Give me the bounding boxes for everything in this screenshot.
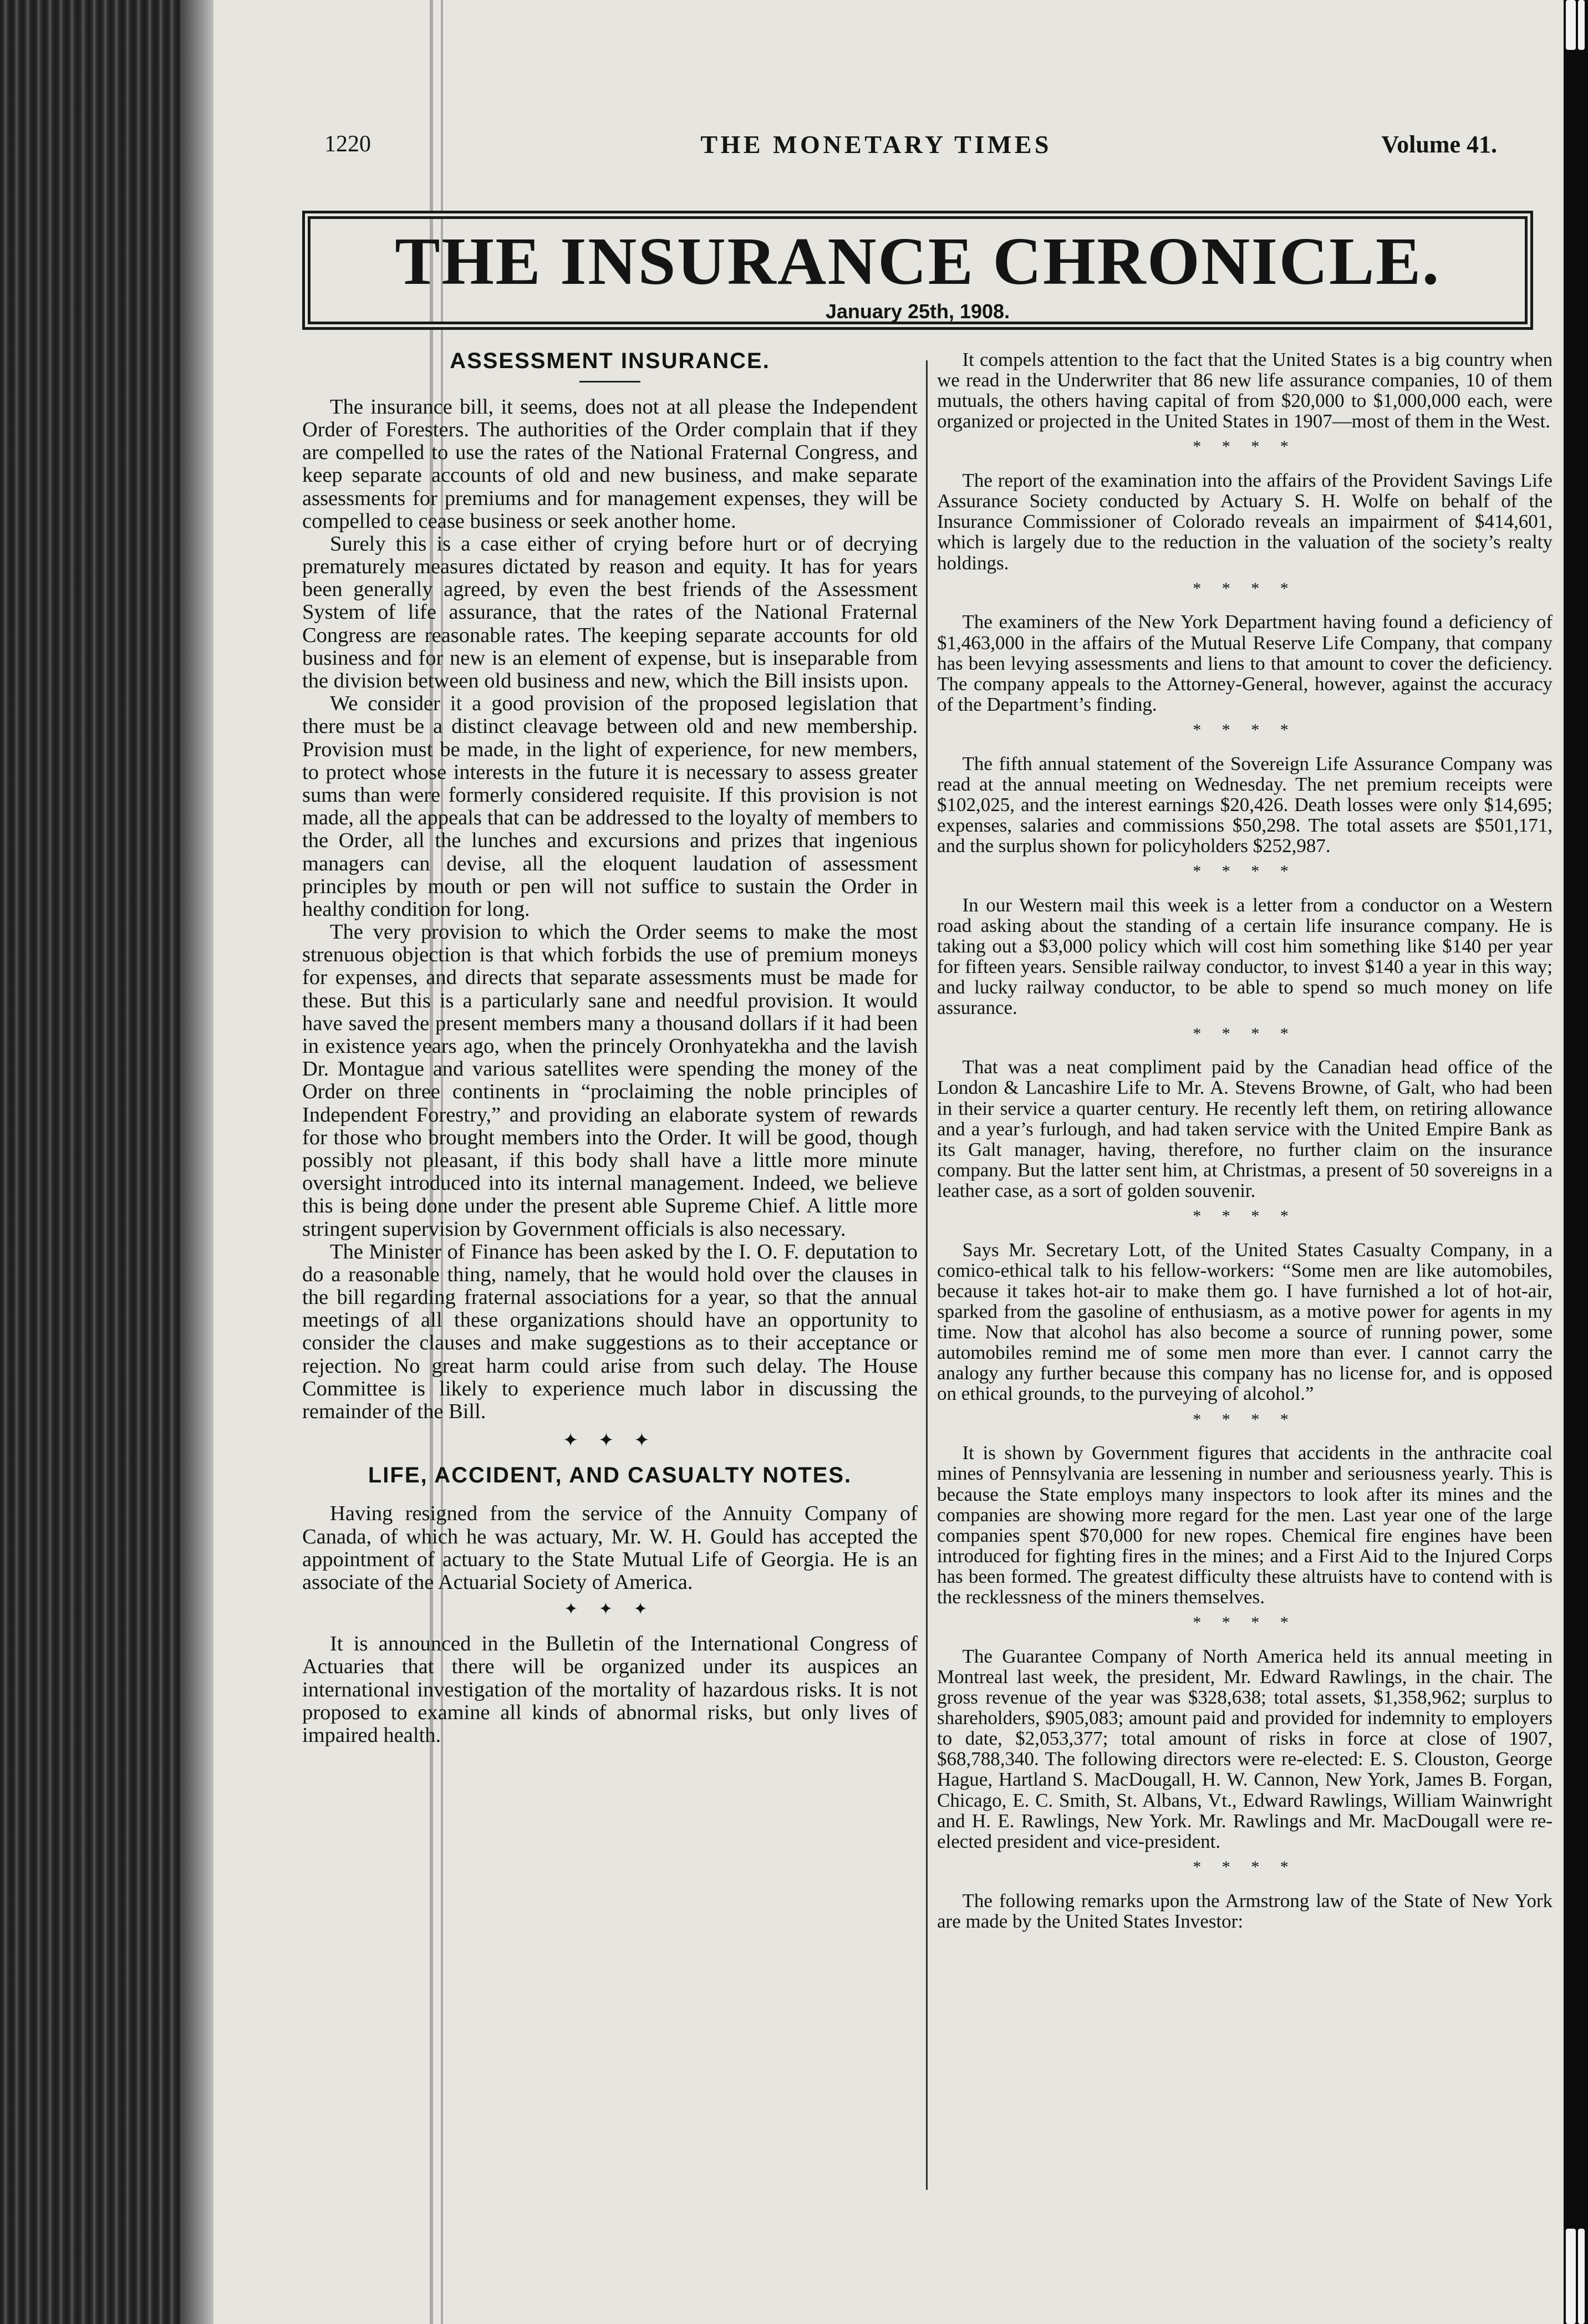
- news-item: In our Western mail this week is a letter from a conductor on a Western road asking about the standing of a certain life insurance company. He is taking out a $3,000 policy which will cost him something like $140 per year for fifteen years. Sensible railway conductor, to invest $140 a year in this way; and lucky railway conductor, to be able to spend so much money on life assurance.: [937, 894, 1553, 1019]
- news-item: Says Mr. Secretary Lott, of the United States Casualty Company, in a comico-ethical talk to his fellow-workers: “Some men are like automobiles, because it takes hot-air to make them go. I have furnished a lot of hot-air, sparked from the gasoline of enthusiasm, as a motive power for agents in my time. Now that alcohol has also become a source of running power, some automobiles remind me of some men more than ever. I cannot carry the analogy any further because this company has no license for, and is opposed on ethical grounds, to the purveying of alcohol.”: [937, 1239, 1553, 1405]
- masthead-date: January 25th, 1908.: [825, 300, 1010, 323]
- film-mark: [1566, 0, 1576, 50]
- right-column: [937, 349, 1553, 2296]
- article-paragraph: Having resigned from the service of the Annuity Company of Canada, of which he was actuary, Mr. W. H. Gould has accepted the appointment of actuary to the State Mutual Life of Georgia. He is an associate of the Actuarial Society of America.: [302, 1502, 918, 1594]
- item-separator: * * * *: [1193, 437, 1297, 456]
- item-separator: * * * *: [1193, 1410, 1297, 1429]
- news-item: That was a neat compliment paid by the Canadian head office of the London & Lancashire Life to Mr. A. Stevens Browne, of Galt, who had been in their service a quarter century. He recently left them, on retiring allowance and a year’s furlough, and had taken service with the United Empire Bank as its Galt manager, having, therefore, no further claim on the insurance company. But the latter sent him, at Christmas, a present of 50 sovereigns in a leather case, as a sort of golden souvenir.: [937, 1056, 1553, 1201]
- section-masthead: [308, 216, 1528, 324]
- news-item: The examiners of the New York Department having found a deficiency of $1,463,000 in the affairs of the Mutual Reserve Life Company, that company has been levying assessments and liens to that amount to cover the deficiency. The company appeals to the Attorney-General, however, against the accuracy of the Department’s finding.: [937, 611, 1553, 715]
- news-item: It is shown by Government figures that accidents in the anthracite coal mines of Pennsylvania are lessening in number and seriousness yearly. This is because the State employs many inspectors to look after its mines and the companies are showing more regard for the men. Last year one of the large companies spent $70,000 for new ropes. Chemical fire engines have been introduced for fighting fires in the mines; and a First Aid to the Injured Corps has been formed. The greatest difficulty these altruists have to contend with is the recklessness of the miners themselves.: [937, 1442, 1553, 1608]
- section-heading-casualty-notes: LIFE, ACCIDENT, AND CASUALTY NOTES.: [368, 1462, 852, 1487]
- article-paragraph: The insurance bill, it seems, does not at all please the Independent Order of Foresters. The authorities of the Order complain that if they are compelled to use the rates of the National Fraternal Congress, and keep separate accounts of old and new business, and make separate assessments for premiums and for management expenses, they will be compelled to cease business or seek another home.: [302, 395, 918, 533]
- item-separator: * * * *: [1193, 1024, 1297, 1043]
- column-rule: [926, 360, 928, 2190]
- article-paragraph: The very provision to which the Order seems to make the most strenuous objection is that which forbids the use of premium moneys for expenses, and directs that separate assessments must be made for these. But this is a particularly sane and needful provision. It would have saved the present members many a thousand dollars if it had been in existence years ago, when the princely Oronhyatekha and the lavish Dr. Montague and various satellites were spending the money of the Order on three continents in “proclaiming the noble principles of Independent Forestry,” and providing an elaborate system of rewards for those who brought members into the Order. It will be good, though possibly not pleasant, if this body shall have a little more minute oversight introduced into its internal management. Indeed, we believe this is being done under the present able Supreme Chief. A little more stringent supervision by Government officials is also necessary.: [302, 920, 918, 1241]
- scan-right-edge: [1564, 0, 1588, 2324]
- film-mark: [1578, 2229, 1585, 2324]
- newspaper-page: [213, 0, 1564, 2324]
- heading-rule: [579, 381, 640, 383]
- item-separator: * * * *: [1193, 579, 1297, 598]
- article-paragraph: We consider it a good provision of the proposed legislation that there must be a distinct cleavage between old and new membership. Provision must be made, in the light of experience, for new members, to protect whose interests in the future it is necessary to assess greater sums than were formerly considered requisite. If this provision is not made, all the appeals that can be addressed to the loyalty of members to the Order, all the lunches and excursions and prizes that ingenious managers can devise, all the eloquent laudation of assessment principles by mouth or pen will not suffice to sustain the Order in healthy condition for long.: [302, 692, 918, 921]
- article-paragraph: Surely this is a case either of crying before hurt or of decrying prematurely measures dictated by reason and equity. It has for years been generally agreed, by even the best friends of the Assessment System of life assurance, that the rates of the National Fraternal Congress are reasonable rates. The keeping separate accounts for old business and for new is an element of expense, but is inseparable from the division between old business and new, which the Bill insists upon.: [302, 532, 918, 693]
- news-item: The Guarantee Company of North America held its annual meeting in Montreal last week, the president, Mr. Edward Rawlings, in the chair. The gross revenue of the year was $328,638; total assets, $1,358,962; surplus to shareholders, $905,083; amount paid and provided for indemnity to employers to date, $2,053,377; total amount of risks in force at close of 1907, $68,788,340. The following directors were re-elected: E. S. Clouston, George Hague, Hartland S. MacDougall, H. W. Cannon, New York, James B. Forgan, Chicago, E. C. Smith, St. Albans, Vt., Edward Rawlings, William Wainwright and H. E. Rawlings, New York. Mr. Rawlings and Mr. MacDougall were re-elected president and vice-president.: [937, 1645, 1553, 1852]
- section-ornament: ✦ ✦ ✦: [562, 1430, 658, 1451]
- item-separator: * * * *: [1193, 1857, 1297, 1876]
- publication-title: THE MONETARY TIMES: [700, 130, 1052, 159]
- item-separator: * * * *: [1193, 720, 1297, 739]
- masthead-title: THE INSURANCE CHRONICLE.: [395, 224, 1441, 299]
- volume-label: Volume 41.: [1381, 130, 1497, 158]
- news-item: The report of the examination into the affairs of the Provident Savings Life Assurance Society conducted by Actuary S. H. Wolfe on behalf of the Insurance Commissioner of Colorado reveals an impairment of $414,601, which is largely due to the reduction in the valuation of the society’s realty holdings.: [937, 470, 1553, 574]
- news-item: The fifth annual statement of the Sovereign Life Assurance Company was read at the annual meeting on Wednesday. The net premium receipts were $102,025, and the interest earnings $20,426. Death losses were only $14,695; expenses, salaries and commissions $50,298. The total assets are $501,171, and the surplus shown for policyholders $252,987.: [937, 752, 1553, 857]
- scan-left-margin: [0, 0, 213, 2324]
- news-item: The following remarks upon the Armstrong law of the State of New York are made by the United States Investor:: [937, 1889, 1553, 1932]
- item-separator: ✦ ✦ ✦: [564, 1600, 656, 1619]
- article-paragraph: The Minister of Finance has been asked by the I. O. F. deputation to do a reasonable thing, namely, that he would hold over the clauses in the bill regarding fraternal associations for a year, so that the annual meetings of all these organizations should have an opportunity to consider the clauses and make suggestions as to their acceptance or rejection. No great harm could arise from such delay. The House Committee is likely to experience much labor in discussing the remainder of the Bill.: [302, 1240, 918, 1424]
- film-mark: [1578, 0, 1585, 50]
- running-header: [324, 119, 1497, 169]
- article-paragraph: It is announced in the Bulletin of the International Congress of Actuaries that there will be organized under its auspices an international investigation of the mortality of hazardous risks. It is not proposed to examine all kinds of abnormal risks, but only lives of impaired health.: [302, 1632, 918, 1747]
- left-column: [302, 349, 918, 2296]
- news-item: It compels attention to the fact that the United States is a big country when we read in the Underwriter that 86 new life assurance companies, 10 of them mutuals, the others having capital of from $20,000 to $1,000,000 each, were organized or projected in the United States in 1907—most of them in the West.: [937, 349, 1553, 432]
- item-separator: * * * *: [1193, 1206, 1297, 1225]
- item-separator: * * * *: [1193, 1613, 1297, 1632]
- film-mark: [1566, 2229, 1576, 2324]
- section-heading-assessment: ASSESSMENT INSURANCE.: [450, 349, 770, 373]
- item-separator: * * * *: [1193, 862, 1297, 881]
- page-number: 1220: [324, 131, 371, 157]
